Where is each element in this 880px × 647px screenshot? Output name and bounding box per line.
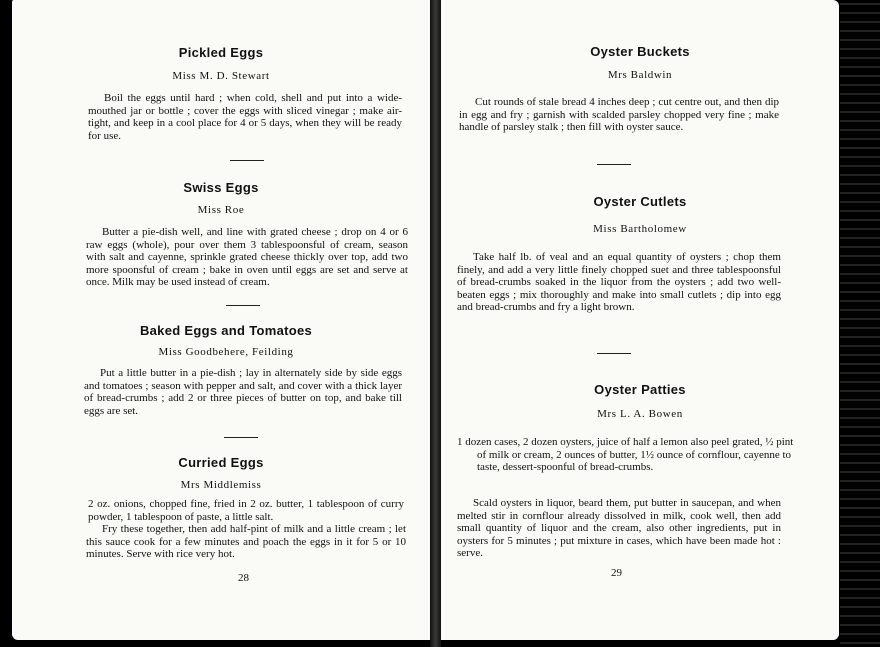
recipe-text: Boil the eggs until hard ; when cold, shell and put into a wide-mouthed jar or bottle ; cover the eggs with sliced vinegar ; make air-tight, and keep in a cool place for 4 or 5 days, when they will be ready for use. — [88, 92, 402, 142]
divider — [226, 305, 260, 306]
divider — [597, 164, 631, 165]
recipe-title: Baked Eggs and Tomatoes — [139, 323, 313, 338]
left-page — [12, 0, 430, 640]
recipe-title: Oyster Patties — [594, 382, 686, 397]
book-spine — [430, 0, 441, 647]
recipe-author: Miss Bartholomew — [593, 223, 687, 235]
recipe-title: Curried Eggs — [178, 455, 264, 470]
recipe-text: Fry these together, then add half-pint of milk and a little cream ; let this sauce cook for a few minutes and poach the eggs in it for 5 or 10 minutes. Serve with rice very hot. — [86, 523, 406, 561]
recipe-body — [457, 497, 781, 560]
recipe-body — [459, 96, 779, 134]
page-edge — [840, 0, 880, 647]
recipe-body — [86, 523, 406, 561]
ingredients-text: 1 dozen cases, 2 dozen oysters, juice of half a lemon also peel grated, ½ pint of milk or cream, 2 ounces of butter, 1½ ounce of cornflour, cayenne to taste, dessert-spoonful of bread-crumbs. — [457, 436, 794, 474]
recipe-body — [86, 226, 408, 289]
divider — [597, 353, 631, 354]
right-page — [441, 0, 839, 640]
recipe-author: Miss Roe — [197, 204, 245, 216]
recipe-author: Miss Goodbehere, Feilding — [158, 346, 294, 358]
recipe-author: Mrs L. A. Bowen — [597, 408, 683, 420]
recipe-title: Oyster Cutlets — [593, 194, 687, 209]
ingredients-text: 2 oz. onions, chopped fine, fried in 2 oz. butter, 1 tablespoon of curry powder, 1 tablespoon of paste, a little salt. — [88, 498, 404, 523]
recipe-author: Mrs Middlemiss — [180, 479, 262, 491]
recipe-text: Butter a pie-dish well, and line with grated cheese ; drop on 4 or 6 raw eggs (whole), pour over them 3 tablespoonsful of cream, season with salt and cayenne, sprinkle grated cheese thickly over top, add two more spoonsful of cream ; bake in oven until eggs are set and serve at once. Milk may be used instead of cream. — [86, 226, 408, 289]
recipe-author: Miss M. D. Stewart — [172, 70, 270, 82]
recipe-ingredients — [457, 436, 801, 474]
recipe-title: Oyster Buckets — [590, 44, 690, 59]
recipe-text: Put a little butter in a pie-dish ; lay in alternately side by side eggs and tomatoes ; season with pepper and salt, and cover with a thick layer of bread-crumbs ; add 2 or three pieces of butter on top, and bake till eggs are set. — [84, 367, 402, 417]
recipe-body — [84, 367, 402, 417]
divider — [224, 437, 258, 438]
recipe-body — [457, 251, 781, 314]
recipe-text: Cut rounds of stale bread 4 inches deep ; cut centre out, and then dip in egg and fry ; garnish with scalded parsley chopped very fine ; make handle of parsley stalk ; then fill with oyster sauce. — [459, 96, 779, 134]
page-number: 29 — [611, 567, 622, 579]
recipe-title: Swiss Eggs — [183, 180, 259, 195]
recipe-text: Scald oysters in liquor, beard them, put butter in saucepan, and when melted stir in cornflour already dissolved in milk, cook well, then add small quantity of liquor and the cream, also other ingredients, put in oysters for 5 minutes ; put mixture in cases, which have been made hot : serve. — [457, 497, 781, 560]
recipe-text: Take half lb. of veal and an equal quantity of oysters ; chop them finely, and add a very little finely chopped suet and three tablespoonsful of bread-crumbs soaked in the liquor from the oysters ; add two well-beaten eggs ; mix thoroughly and make into small cutlets ; dip into egg and bread-crumbs and fry a light brown. — [457, 251, 781, 314]
recipe-body — [88, 92, 402, 142]
recipe-title: Pickled Eggs — [178, 45, 264, 60]
recipe-author: Mrs Baldwin — [607, 69, 673, 81]
divider — [230, 160, 264, 161]
page-number: 28 — [238, 572, 249, 584]
recipe-ingredients — [88, 498, 404, 523]
